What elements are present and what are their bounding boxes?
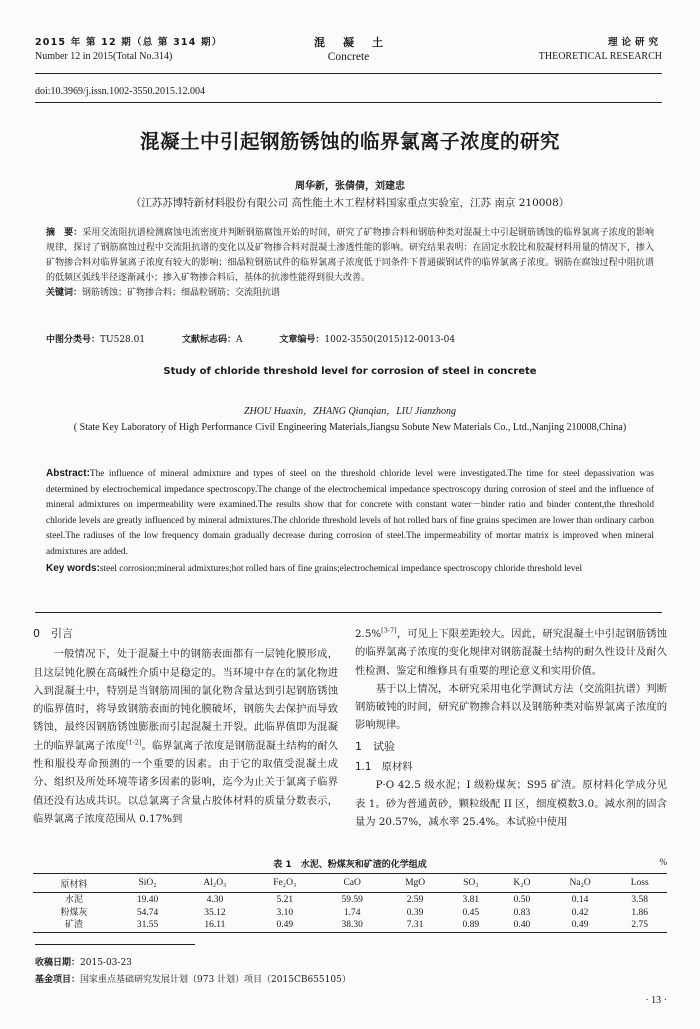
footnote-rule	[35, 944, 195, 945]
table-cell: 0.40	[496, 919, 548, 933]
table-header-cell: SiO₂	[115, 874, 180, 893]
table-row	[33, 907, 667, 919]
table-cell: 3.81	[462, 894, 480, 905]
table-cell: 0.89	[446, 919, 497, 933]
cn-keywords-label: 关键词：	[46, 288, 83, 298]
en-abstract	[46, 466, 654, 577]
table-cell: 0.83	[513, 907, 531, 918]
cn-classification	[46, 332, 455, 345]
table-header-row	[33, 874, 667, 893]
table-cell: 59.59	[341, 894, 363, 905]
article-no-value: 1002-3550(2015)12-0013-04	[324, 335, 456, 345]
en-affiliation: ( State Key Laboratory of High Performance Civil Engineering Materials,Jiangsu Sobute New Materials Co., Ltd.,Nanjing 210008,China)	[73, 422, 627, 433]
table-header-cell: CaO	[320, 874, 385, 893]
table-row	[33, 919, 667, 933]
table-cell: 1.74	[343, 907, 361, 918]
table-row	[33, 893, 667, 907]
table-cell: 5.21	[276, 894, 294, 905]
header-rule	[35, 73, 662, 74]
journal-name-en: Concrete	[327, 51, 370, 63]
doi-rule	[35, 102, 662, 103]
issue-en: Number 12 in 2015(Total No.314)	[35, 51, 173, 62]
table-header-cell: Na₂O	[548, 874, 613, 893]
table-caption: 表 1 水泥、粉煤灰和矿渣的化学组成 %	[273, 857, 667, 870]
en-abstract-text: The influence of mineral admixture and types of steel on the threshold chloride level were investigated.The time for steel depassivation was determined by electrochemical impedance spectroscopy.The change of the electrochemical impedance spectroscopy during corrosion of steel and the influence of mineral admixtures on impermeability were examined.The results show that for concrete with constant water－binder ratio and binder content,the threshold chloride levels are greatly influenced by mineral admixtures.The chloride threshold levels of hot rolled bars of fine grains specimen are lower than ordinary carbon steel.The radiuses of the low frequency domain gradually decrease during corrosion of steel.The impermeability of mortar matrix is improved when mineral admixtures are added.	[46, 469, 654, 557]
table-cell: 2.75	[612, 919, 667, 933]
en-title: Study of chloride threshold level for corrosion of steel in concrete	[163, 366, 537, 377]
column-cn: 理论研究	[607, 37, 662, 48]
citation: [1-2]	[126, 738, 142, 747]
paper-title: 混凝土中引起钢筋锈蚀的临界氯离子浓度的研究	[139, 130, 560, 153]
paragraph-intro-cont: 2.5%[3-7]，可见上下限差距较大。因此，研究混凝土中引起钢筋锈蚀的临界氯离子浓度的变化规律对钢筋混凝土结构的耐久性设计及耐久性检测、鉴定和维修具有重要的理论意义和实用价值。	[355, 626, 667, 677]
issue-cn: 2015 年 第 12 期（总 第 314 期）	[35, 37, 223, 48]
doc-code-label: 文献标志码：	[181, 335, 236, 345]
subsection-heading-materials: 1.1 原材料	[355, 761, 413, 774]
clc-label: 中图分类号：	[46, 335, 101, 345]
table-cell: 0.49	[548, 919, 613, 933]
table-header-cell: Fe₂O₃	[250, 874, 320, 893]
table-cell: 31.55	[115, 919, 180, 933]
running-header	[35, 34, 662, 72]
table-cell: 1.86	[631, 907, 648, 918]
cn-abstract	[46, 226, 654, 301]
table-cell: 16.11	[180, 919, 250, 933]
table-cell: 19.40	[136, 894, 159, 905]
body-column-left	[33, 625, 338, 828]
affiliation: （江苏苏博特新材料股份有限公司 高性能土木工程材料国家重点实验室，江苏 南京 210008）	[130, 197, 570, 209]
table-cell: 0.39	[406, 907, 424, 918]
table-header-cell: MgO	[385, 874, 446, 893]
cn-abstract-text: 采用交流阻抗谱检测腐蚀电流密度并判断钢筋腐蚀开始的时间，研究了矿物掺合料和钢筋种类对混凝土中引起钢筋锈蚀的临界氯离子浓度的影响规律，探讨了钢筋腐蚀过程中交流阻抗谱的变化以及矿物掺合料对混凝土渗透性能的影响。研究结果表明：在固定水胶比和胶凝材料用量的情况下，掺入矿物掺合料对临界氯离子浓度有较大的影响；细晶粒钢筋试件的临界氯离子浓度低于同条件下普通碳钢试件的临界氯离子浓度。钢筋在腐蚀过程中阻抗谱的低频区弧线半径逐渐减小；掺入矿物掺合料后，基体的抗渗性能得到很大改善。	[46, 228, 654, 283]
authors: 周华新，张倩倩，刘建忠	[295, 181, 405, 192]
table-cell: 矿渣	[33, 919, 115, 933]
table-cell: 35.12	[204, 907, 226, 918]
chemical-composition-table	[33, 873, 667, 933]
table-cell: 4.30	[206, 894, 224, 905]
table-cell: 0.49	[250, 919, 320, 933]
en-abstract-label: Abstract:	[46, 468, 90, 479]
page-number: · 13 ·	[645, 995, 667, 1006]
en-authors: ZHOU Huaxin，ZHANG Qianqian，LIU Jianzhong	[244, 406, 456, 417]
doi: doi:10.3969/j.issn.1002-3550.2015.12.004	[35, 86, 206, 97]
table-cell: 2.59	[406, 894, 424, 905]
table-unit: %	[659, 857, 667, 867]
doc-code-value: A	[236, 335, 243, 345]
body-column-right	[355, 625, 667, 831]
table-cell: 水泥	[65, 894, 84, 905]
paragraph-method: 基于以上情况，本研究采用电化学测试方法（交流阻抗谱）判断钢筋破钝的时间，研究矿物掺合料以及钢筋种类对临界氯离子浓度的影响规律。	[355, 682, 667, 732]
table-cell: 38.30	[320, 919, 385, 933]
cn-abstract-label: 摘 要：	[46, 228, 83, 238]
table-cell: 3.10	[276, 907, 294, 918]
table-cell: 0.45	[462, 907, 480, 918]
article-no-label: 文章编号：	[279, 335, 325, 345]
table-cell: 7.31	[385, 919, 446, 933]
section-heading-experiment: 1 试验	[355, 739, 395, 753]
section-heading-intro: 0 引言	[33, 627, 73, 640]
journal-name-cn: 混凝土	[314, 36, 401, 49]
table-header-cell: Loss	[612, 874, 667, 893]
paragraph-materials: P·O 42.5 级水泥；I 级粉煤灰；S95 矿渣。原材料化学成分见表 1。砂为普通黄砂，颗粒级配 II 区，细度模数3.0。减水剂的固含量为 20.57%，减水率 25.4%。本试验中使用	[355, 779, 667, 828]
table-cell: 粉煤灰	[60, 907, 88, 918]
table-header-cell: K₂O	[496, 874, 548, 893]
received-date: 收稿日期：2015-03-23	[35, 958, 132, 968]
en-keywords-label: Key words:	[46, 562, 100, 574]
table-cell: 54.74	[136, 907, 159, 918]
abstract-rule	[35, 612, 662, 613]
paragraph-intro: 一般情况下，处于混凝土中的钢筋表面都有一层钝化膜形成，且这层钝化膜在高碱性介质中是稳定的。当环境中存在的氯化物进入到混凝土中，特别是当钢筋周围的氯化物含量达到引起钢筋锈蚀的临界值时，将导致钢筋表面的钝化膜破坏，钢筋失去保护而导致锈蚀，最终因钢筋锈蚀膨胀而引起混凝土开裂。此临界值即为混凝土的临界氯离子浓度[1-2]。临界氯离子浓度是钢筋混凝土结构的耐久性和服役寿命预测的一个重要的因素。由于它的取值受混凝土成分、组织及所处环境等诸多因素的影响，迄今为止关于氯离子临界值还没有达成共识。以总氯离子含量占胶体材料的质量分数表示，临界氯离子浓度范围从 0.17%到	[33, 648, 339, 825]
footnotes	[35, 955, 351, 989]
table-header-cell: 原材料	[33, 874, 115, 893]
table-cell: 3.58	[631, 894, 648, 905]
citation: [3-7]	[381, 626, 397, 635]
clc-value: TU528.01	[100, 335, 146, 345]
column-en: THEORETICAL RESEARCH	[538, 51, 662, 62]
table-header-cell: Al₂O₃	[180, 874, 250, 893]
table-cell: 0.50	[513, 894, 531, 905]
cn-keywords: 钢筋锈蚀；矿物掺合料；细晶粒钢筋；交流阻抗谱	[82, 288, 281, 298]
funding: 基金项目：国家重点基础研究发展计划（973 计划）项目（2015CB655105）	[35, 975, 351, 985]
en-keywords: steel corrosion;mineral admixtures;hot rolled bars of fine grains;electrochemical impedance spectroscopy chloride threshold level	[99, 563, 583, 574]
table-header-cell: SO₃	[446, 874, 497, 893]
table-cell: 0.14	[571, 894, 589, 905]
table-cell: 0.42	[571, 907, 589, 918]
